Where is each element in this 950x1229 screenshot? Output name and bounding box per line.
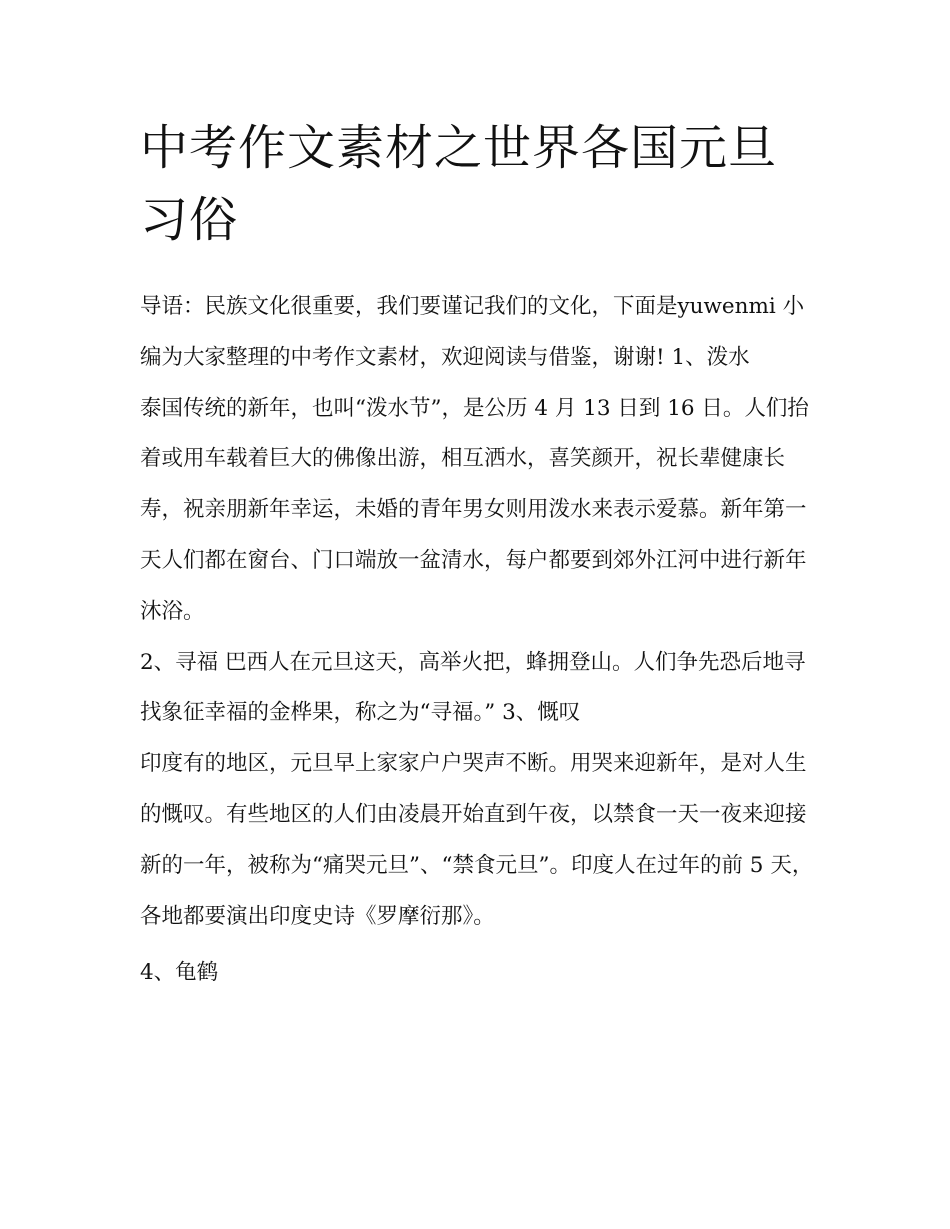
section-heading-turtle-crane: 4、龟鹤 bbox=[140, 960, 219, 986]
paragraph-lament: 印度有的地区，元旦早上家家户户哭声不断。用哭来迎新年，是对人生的慨叹。有些地区的人们由凌晨开始直到午夜，以禁食一天一夜来迎接新的一年，被称为“痛哭元旦”、“禁食元旦”。印度人在过年的前 5 天，各地都要演出印度史诗《罗摩衍那》。 bbox=[140, 751, 814, 929]
paragraph-water-splashing: 泰国传统的新年，也叫“泼水节”，是公历 4 月 13 日到 16 日。人们抬着或用车载着巨大的佛像出游，相互洒水，喜笑颜开，祝长辈健康长寿，祝亲朋新年幸运，未婚的青年男女则用泼水来表示爱慕。新年第一天人们都在窗台、门口端放一盆清水，每户都要到郊外江河中进行新年沐浴。 bbox=[140, 395, 809, 624]
document-body bbox=[140, 282, 820, 999]
document-title: 中考作文素材之世界各国元旦习俗 bbox=[140, 120, 778, 248]
intro-paragraph: 导语：民族文化很重要，我们要谨记我们的文化，下面是yuwenmi 小编为大家整理的中考作文素材，欢迎阅读与借鉴，谢谢! 1、泼水 bbox=[140, 294, 805, 370]
paragraph-seeking-fortune: 2、寻福 巴西人在元旦这天，高举火把，蜂拥登山。人们争先恐后地寻找象征幸福的金桦果，称之为“寻福。” 3、慨叹 bbox=[140, 649, 806, 726]
